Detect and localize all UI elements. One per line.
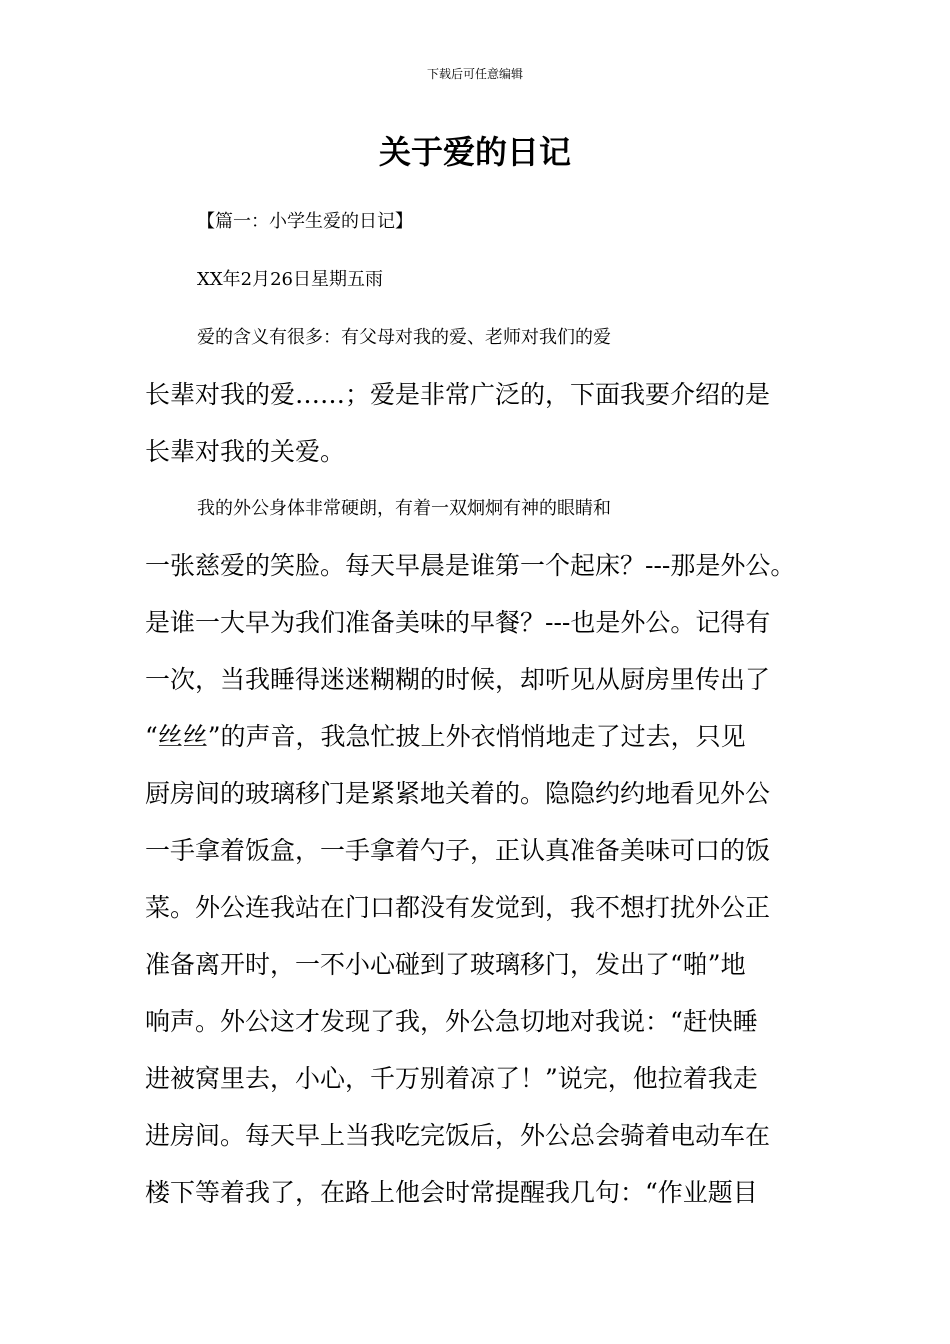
paragraph-line: 是谁一大早为我们准备美味的早餐？---也是外公。记得有 <box>145 608 771 637</box>
header-note: 下载后可任意编辑 <box>426 67 523 81</box>
paragraph-line: 响声。外公这才发现了我，外公急切地对我说：“赶快睡 <box>145 1007 758 1036</box>
paragraph-line: 一次，当我睡得迷迷糊糊的时候，却听见从厨房里传出了 <box>145 665 771 694</box>
diary-date: XX年2月26日星期五雨 <box>197 269 383 290</box>
paragraph-line: 一手拿着饭盒，一手拿着勺子，正认真准备美味可口的饭 <box>145 836 771 865</box>
paragraph-line: 进房间。每天早上当我吃完饭后，外公总会骑着电动车在 <box>145 1121 771 1150</box>
paragraph-line: 厨房间的玻璃移门是紧紧地关着的。隐隐约约地看见外公 <box>145 779 771 808</box>
paragraph-line: 我的外公身体非常硬朗，有着一双炯炯有神的眼睛和 <box>197 498 611 519</box>
paragraph-line: 一张慈爱的笑脸。每天早晨是谁第一个起床？---那是外公。 <box>145 551 796 580</box>
paragraph-line: 楼下等着我了，在路上他会时常提醒我几句：“作业题目 <box>145 1178 758 1207</box>
section-heading: 【篇一：小学生爱的日记】 <box>197 211 413 232</box>
paragraph-line: “丝丝”的声音，我急忙披上外衣悄悄地走了过去，只见 <box>145 722 746 751</box>
paragraph-line: 菜。外公连我站在门口都没有发觉到，我不想打扰外公正 <box>145 893 771 922</box>
paragraph-line: 爱的含义有很多：有父母对我的爱、老师对我们的爱 <box>197 327 611 348</box>
paragraph-line: 准备离开时，一不小心碰到了玻璃移门，发出了“啪”地 <box>145 950 746 979</box>
paragraph-line: 进被窝里去，小心，千万别着凉了！”说完，他拉着我走 <box>145 1064 758 1093</box>
paragraph-line: 长辈对我的关爱。 <box>145 437 346 466</box>
paragraph-line: 长辈对我的爱……；爱是非常广泛的，下面我要介绍的是 <box>145 380 771 409</box>
document-title: 关于爱的日记 <box>378 133 571 171</box>
